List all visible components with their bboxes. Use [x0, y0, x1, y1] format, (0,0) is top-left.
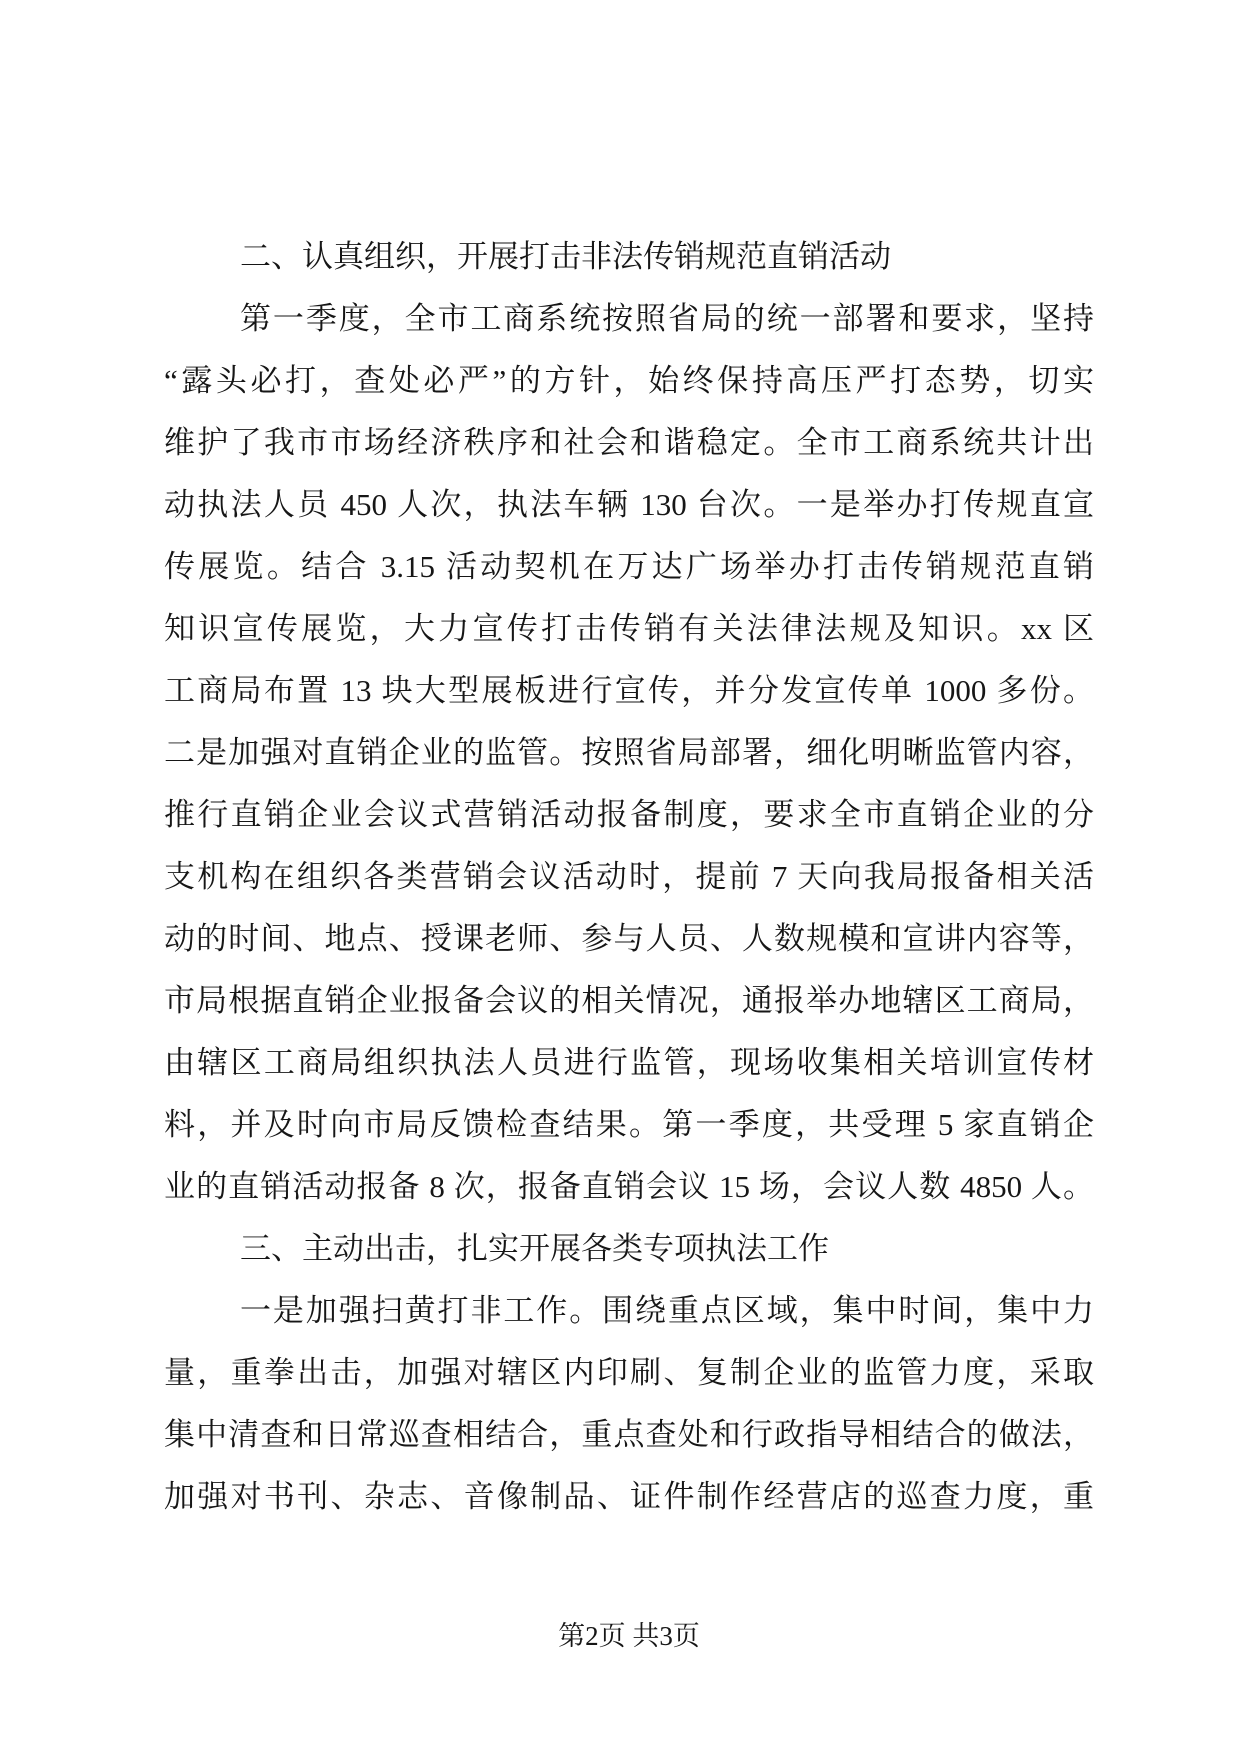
text-line: 动执法人员 450 人次，执法车辆 130 台次。一是举办打传规直宣: [164, 487, 1094, 522]
text-line: 动的时间、地点、授课老师、参与人员、人数规模和宣讲内容等，: [164, 921, 1094, 956]
text-line: 第一季度，全市工商系统按照省局的统一部署和要求，坚持: [240, 301, 1094, 336]
text-line: 维护了我市市场经济秩序和社会和谐稳定。全市工商系统共计出: [164, 425, 1094, 460]
text-line: 料，并及时向市局反馈检查结果。第一季度，共受理 5 家直销企: [164, 1107, 1094, 1142]
page-footer: [164, 1616, 1094, 1656]
text-line: 支机构在组织各类营销会议活动时，提前 7 天向我局报备相关活: [164, 859, 1094, 894]
text-line: 传展览。结合 3.15 活动契机在万达广场举办打击传销规范直销: [164, 549, 1094, 584]
text-line: 推行直销企业会议式营销活动报备制度，要求全市直销企业的分: [164, 797, 1094, 832]
text-line: 工商局布置 13 块大型展板进行宣传，并分发宣传单 1000 多份。: [164, 673, 1094, 708]
text-line: 二、认真组织，开展打击非法传销规范直销活动: [240, 239, 891, 274]
text-line: 由辖区工商局组织执法人员进行监管，现场收集相关培训宣传材: [164, 1045, 1094, 1080]
text-line: 业的直销活动报备 8 次，报备直销会议 15 场，会议人数 4850 人。: [164, 1169, 1094, 1204]
text-line: “露头必打，查处必严”的方针，始终保持高压严打态势，切实: [164, 363, 1094, 398]
page-number: 第2页 共3页: [558, 1621, 700, 1651]
text-line: 一是加强扫黄打非工作。围绕重点区域，集中时间，集中力: [240, 1293, 1094, 1328]
text-line: 加强对书刊、杂志、音像制品、证件制作经营店的巡查力度，重: [164, 1479, 1094, 1514]
text-line: 知识宣传展览，大力宣传打击传销有关法律法规及知识。xx 区: [164, 611, 1094, 646]
text-line: 二是加强对直销企业的监管。按照省局部署，细化明晰监管内容，: [164, 735, 1094, 770]
document-text: [164, 226, 1094, 1528]
text-line: 集中清查和日常巡查相结合，重点查处和行政指导相结合的做法，: [164, 1417, 1094, 1452]
text-line: 三、主动出击，扎实开展各类专项执法工作: [240, 1231, 829, 1266]
text-line: 量，重拳出击，加强对辖区内印刷、复制企业的监管力度，采取: [164, 1355, 1094, 1390]
text-line: 市局根据直销企业报备会议的相关情况，通报举办地辖区工商局，: [164, 983, 1094, 1018]
